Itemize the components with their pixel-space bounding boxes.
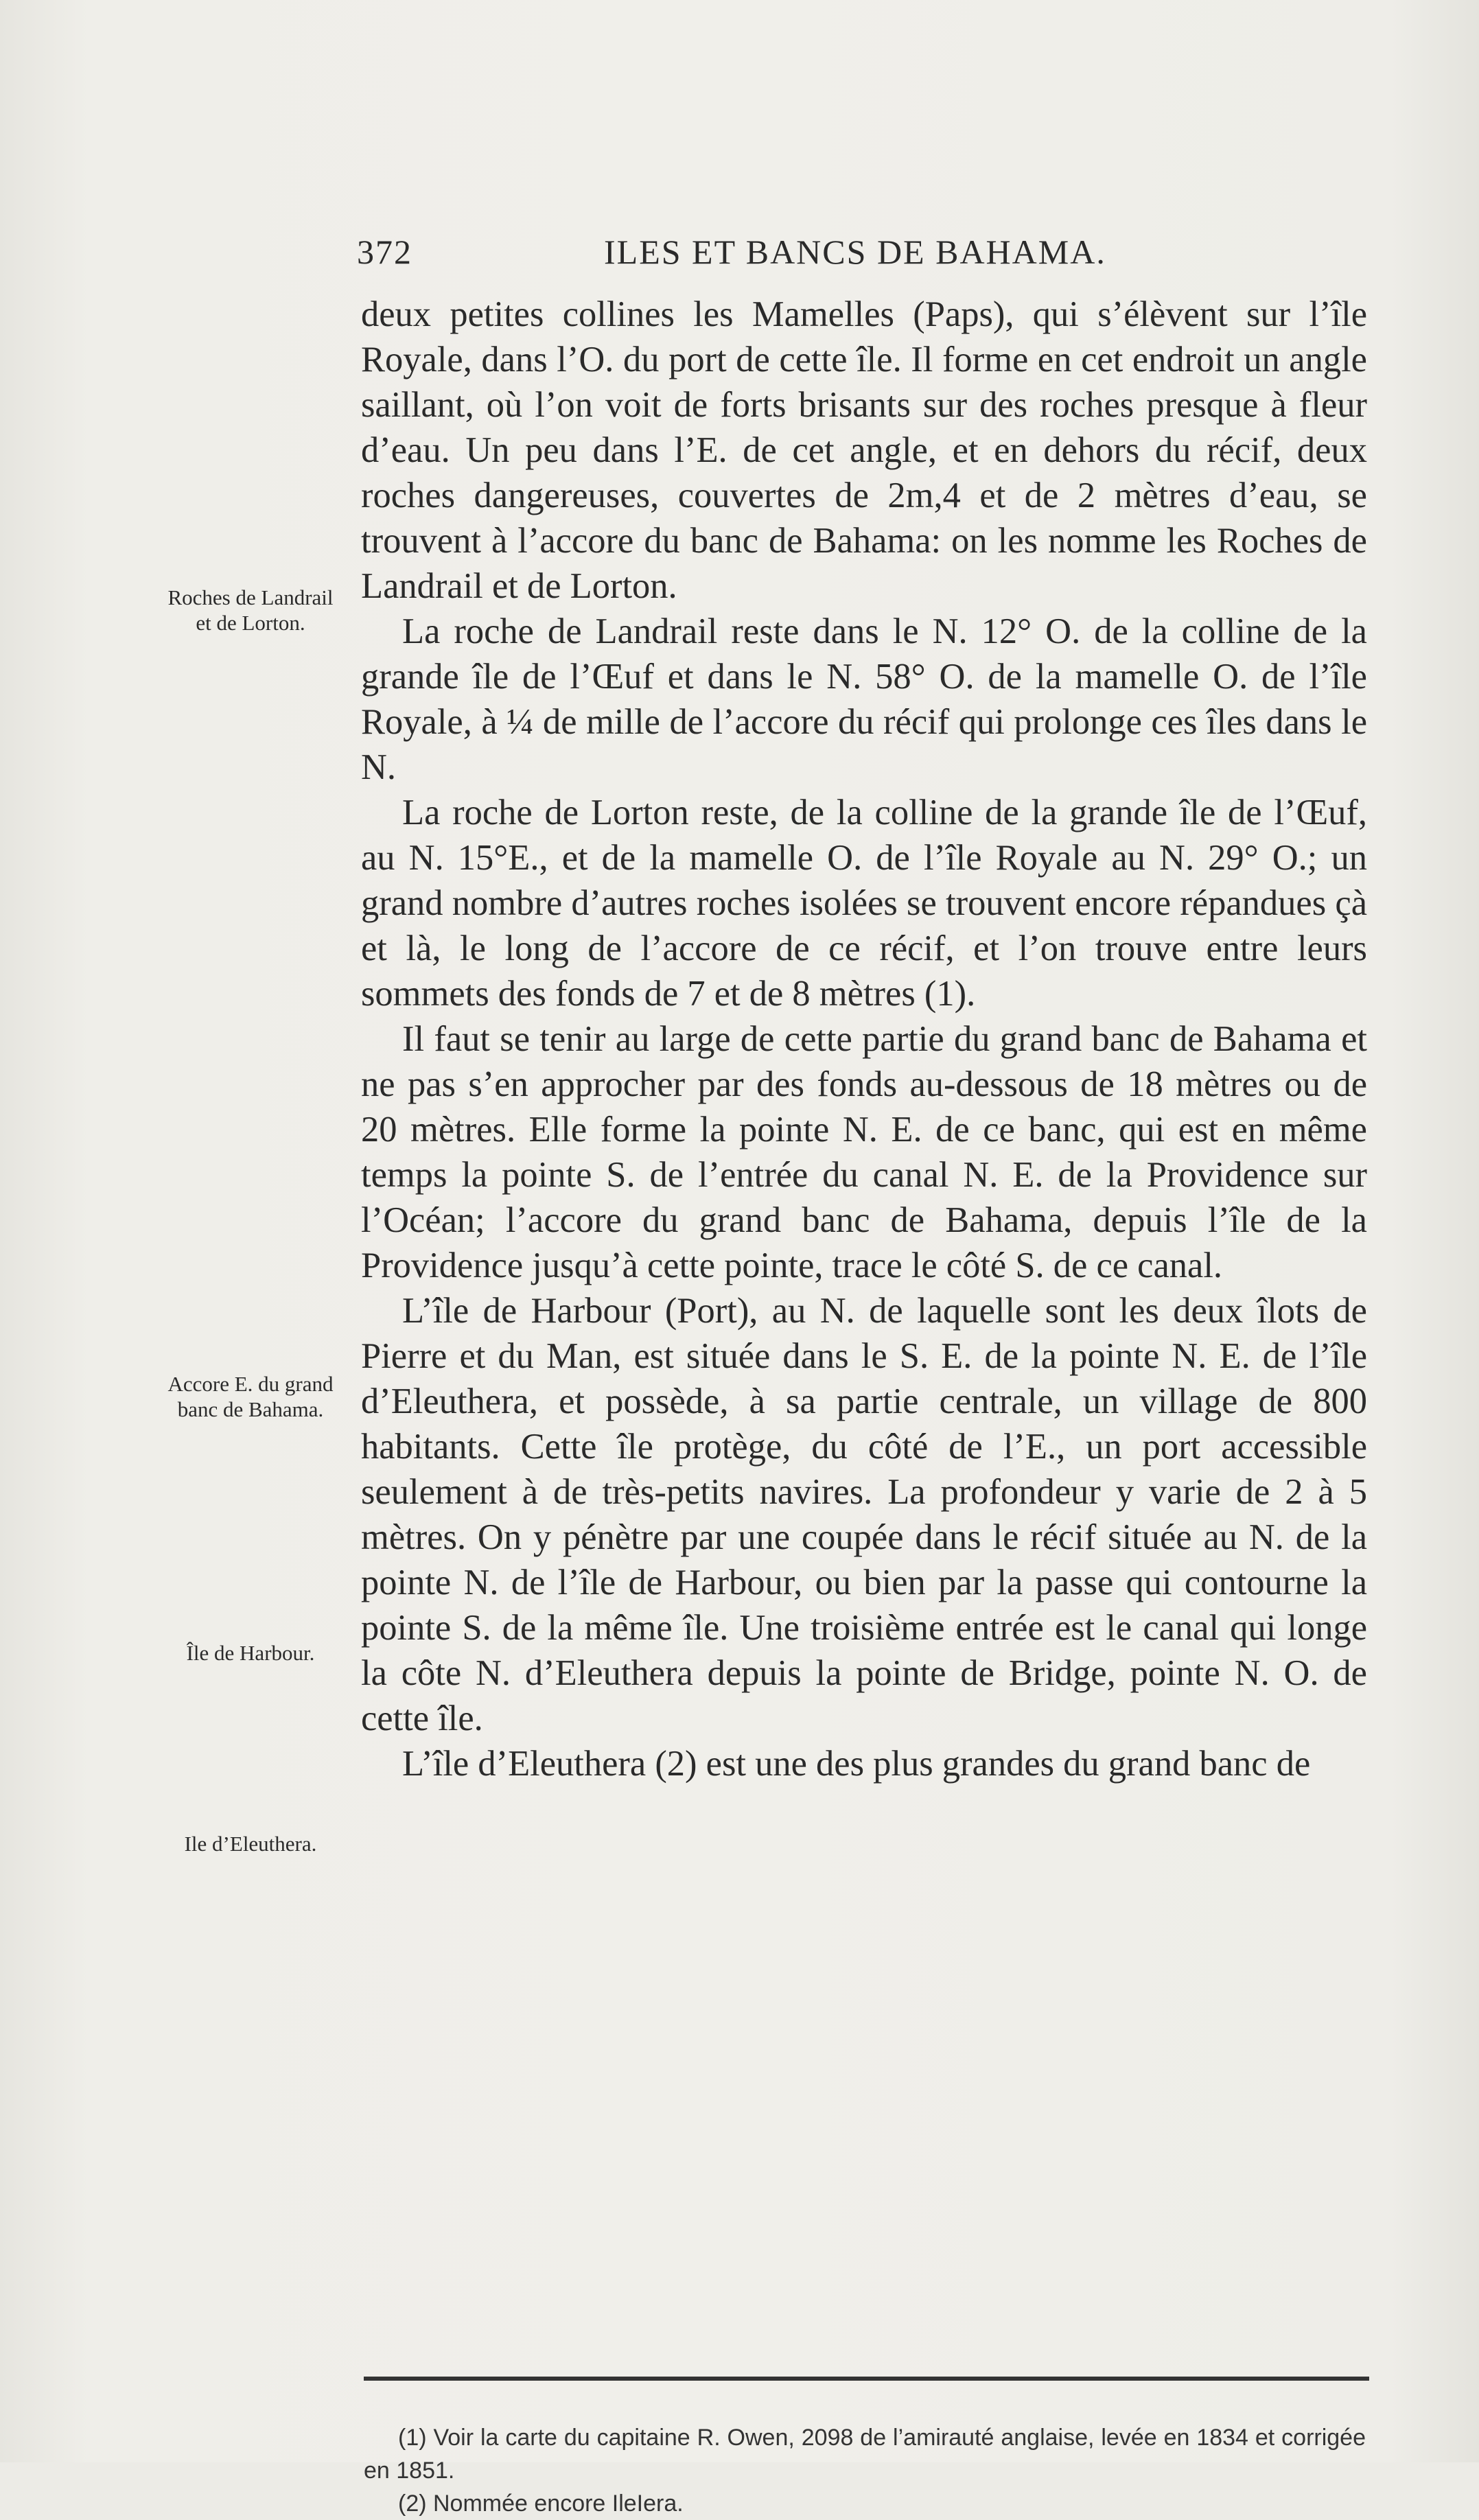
page-number: 372 [357, 233, 412, 271]
main-text [361, 292, 1367, 1786]
margin-note: Roches de Landrail et de Lorton. [167, 585, 334, 635]
footnote-rule [364, 2377, 1369, 2381]
paragraph: La roche de Landrail reste dans le N. 12° O. de la colline de la grande île de l’Œuf et dans le N. 58° O. de la mamelle O. de l’île Royale, à ¼ de mille de l’accore du récif qui prolonge ces îles dans le N. [361, 611, 1367, 787]
running-title: ILES ET BANCS DE BAHAMA. [604, 233, 1106, 271]
paragraph: deux petites collines les Mamelles (Paps), qui s’élèvent sur l’île Royale, dans l’O. du port de cette île. Il forme en cet endroit un angle saillant, où l’on voit de forts brisants sur des roches presque à fleur d’eau. Un peu dans l’E. de cet angle, et en dehors du récif, deux roches dangereuses, couvertes de 2m,4 et de 2 mètres d’eau, se trouvent à l’accore du banc de Bahama: on les nomme les Roches de Landrail et de Lorton. [361, 294, 1367, 606]
margin-note: Ile d’Eleuthera. [184, 1832, 317, 1856]
running-header [357, 232, 1369, 280]
paragraph: L’île de Harbour (Port), au N. de laquelle sont les deux îlots de Pierre et du Man, est située dans le S. E. de la pointe N. E. de l’île d’Eleuthera, et possède, à sa partie centrale, un village de 800 habitants. Cette île protège, du côté de l’E., un port accessible seulement à de très-petits navires. La profondeur y varie de 2 à 5 mètres. On y pénètre par une coupée dans le récif située au N. de la pointe N. de l’île de Harbour, ou bien par la passe qui contourne la pointe S. de la même île. Une troisième entrée est le canal qui longe la côte N. d’Eleuthera depuis la pointe de Bridge, pointe N. O. de cette île. [361, 1291, 1367, 1738]
footnote: (1) Voir la carte du capitaine R. Owen, 2098 de l’amirauté anglaise, levée en 1834 et corrigée en 1851. [364, 2425, 1366, 2484]
margin-note: Île de Harbour. [186, 1641, 315, 1665]
paragraph: Il faut se tenir au large de cette partie du grand banc de Bahama et ne pas s’en approcher par des fonds au-dessous de 18 mètres ou de 20 mètres. Elle forme la pointe N. E. de ce banc, qui est en même temps la pointe S. de l’entrée du canal N. E. de la Providence sur l’Océan; l’accore du grand banc de Bahama, depuis l’île de la Providence jusqu’à cette pointe, trace le côté S. de ce canal. [361, 1019, 1367, 1285]
paragraph: La roche de Lorton reste, de la colline de la grande île de l’Œuf, au N. 15°E., et de la mamelle O. de l’île Royale au N. 29° O.; un grand nombre d’autres roches isolées se trouvent encore répandues çà et là, le long de l’accore de ce récif, et l’on trouve entre leurs sommets des fonds de 7 et de 8 mètres (1). [361, 793, 1367, 1014]
margin-note: Accore E. du grand banc de Bahama. [167, 1372, 334, 1421]
footnotes [364, 2421, 1366, 2520]
paragraph: L’île d’Eleuthera (2) est une des plus grandes du grand banc de [402, 1744, 1311, 1784]
footnote: (2) Nommée encore IleIera. [398, 2490, 684, 2517]
